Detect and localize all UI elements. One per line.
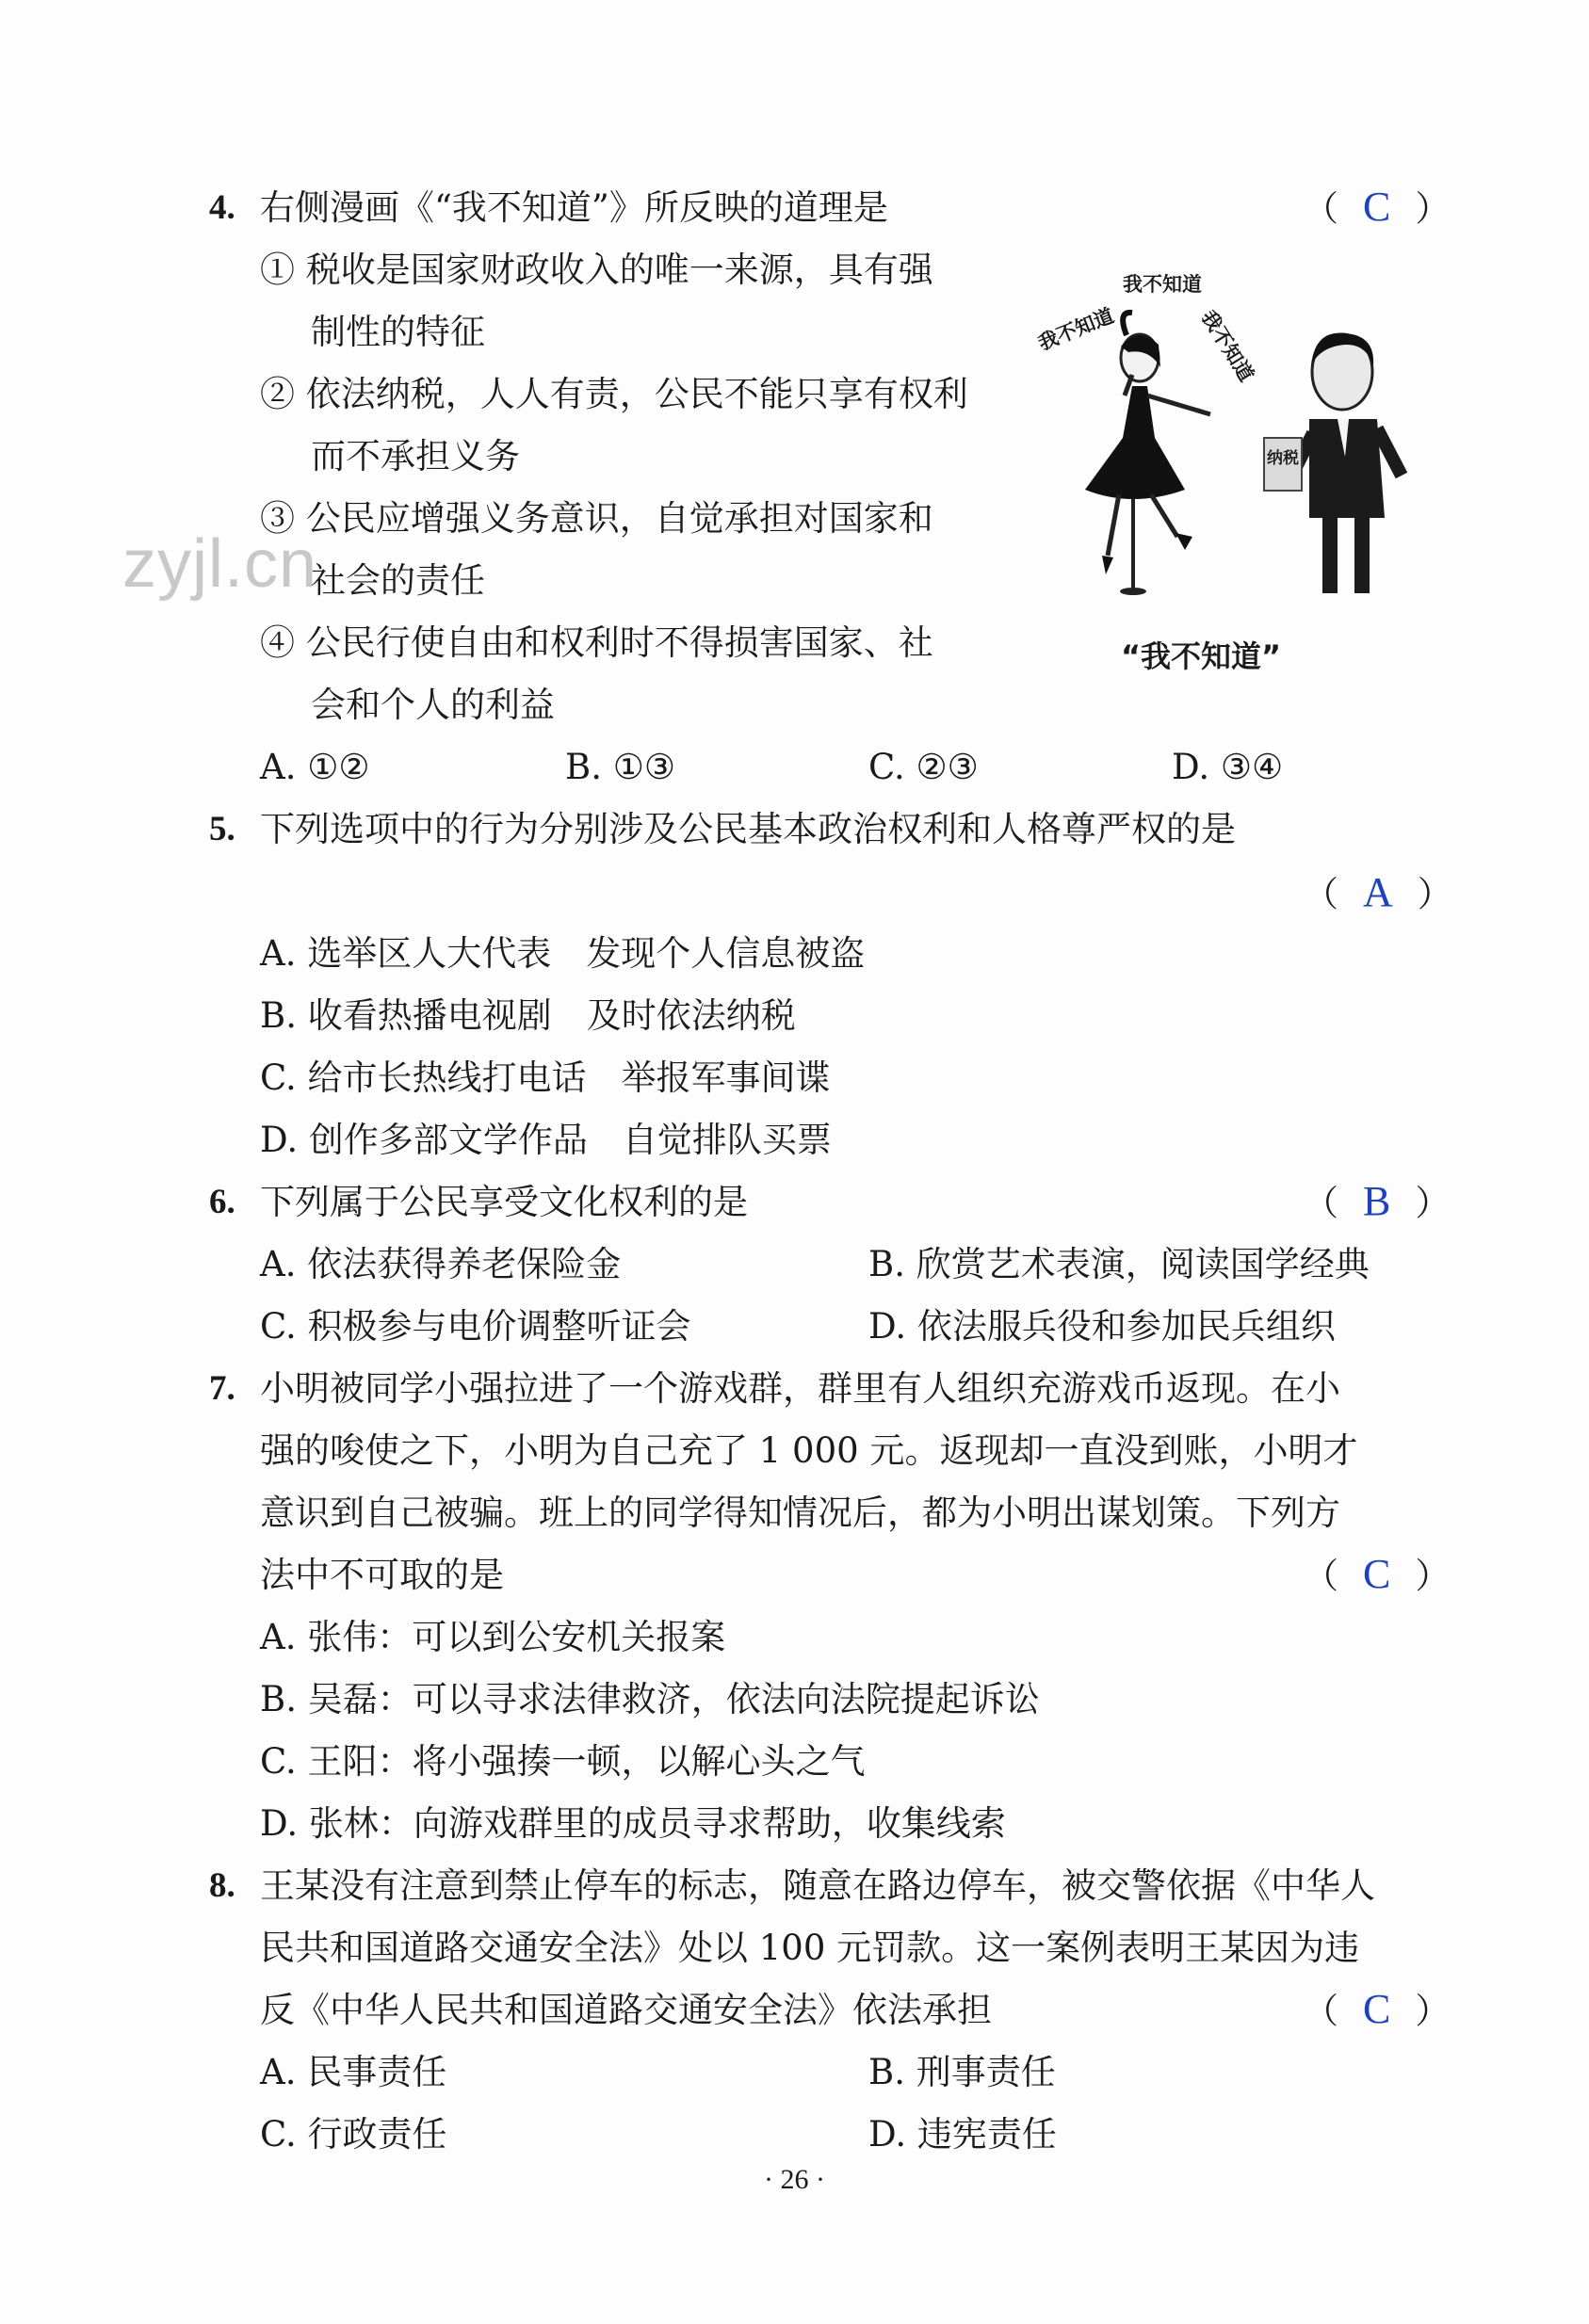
question-6-answer: （ B ） <box>1304 1178 1451 1224</box>
question-4-statement-1-line-2: 制性的特征 <box>311 312 485 352</box>
question-5-option-b: B. 收看热播电视剧 及时依法纳税 <box>260 995 796 1036</box>
question-8-option-d: D. 违宪责任 <box>868 2114 1057 2155</box>
question-6-option-a: A. 依法获得养老保险金 <box>260 1244 622 1284</box>
question-5-option-d: D. 创作多部文学作品 自觉排队买票 <box>260 1120 832 1160</box>
question-5-stem: 下列选项中的行为分别涉及公民基本政治权利和人格尊严权的是 <box>260 809 1236 849</box>
question-4-answer-letter: C <box>1363 184 1391 230</box>
question-4-answer: （ C ） <box>1304 184 1451 230</box>
question-8-option-a: A. 民事责任 <box>260 2052 447 2092</box>
cartoon-illustration <box>1027 254 1422 603</box>
question-8-stem-line-1: 王某没有注意到禁止停车的标志，随意在路边停车，被交警依据《中华人 <box>260 1865 1375 1906</box>
watermark: zyjl.cn <box>122 526 318 602</box>
cartoon-sign-text: 纳税 <box>1267 449 1299 468</box>
question-7-option-b: B. 吴磊：可以寻求法律救济，依法向法院提起诉讼 <box>260 1679 1040 1719</box>
question-4-statement-3-line-1: ③ 公民应增强义务意识，自觉承担对国家和 <box>260 498 933 539</box>
question-6-option-c: C. 积极参与电价调整听证会 <box>260 1306 691 1347</box>
question-8-stem-line-2: 民共和国道路交通安全法》处以 100 元罚款。这一案例表明王某因为违 <box>260 1928 1360 1968</box>
question-7-stem-line-3: 意识到自己被骗。班上的同学得知情况后，都为小明出谋划策。下列方 <box>260 1493 1340 1533</box>
question-8-answer: （ C ） <box>1304 1986 1451 2032</box>
question-8-stem-line-3: 反《中华人民共和国道路交通安全法》依法承担 <box>260 1990 992 2030</box>
question-5-answer-letter: A <box>1363 869 1393 915</box>
question-7-stem-line-1: 小明被同学小强拉进了一个游戏群，群里有人组织充游戏币返现。在小 <box>260 1368 1340 1409</box>
question-5-option-c: C. 给市长热线打电话 举报军事间谍 <box>260 1057 831 1098</box>
question-5-number: 5. <box>209 810 235 848</box>
question-4-stem: 右侧漫画《“我不知道”》所反映的道理是 <box>260 187 888 228</box>
question-4-statement-4-line-1: ④ 公民行使自由和权利时不得损害国家、社 <box>260 622 933 663</box>
question-7-option-c: C. 王阳：将小强揍一顿，以解心头之气 <box>260 1741 866 1782</box>
question-6-option-b: B. 欣赏艺术表演，阅读国学经典 <box>868 1244 1370 1284</box>
question-4-option-b: B. ①③ <box>565 747 676 787</box>
question-4-statement-2-line-2: 而不承担义务 <box>311 436 520 476</box>
question-4-option-d: D. ③④ <box>1172 747 1284 787</box>
question-4-number: 4. <box>209 188 235 227</box>
question-4-option-a: A. ①② <box>260 747 370 787</box>
question-4-statement-1-line-1: ① 税收是国家财政收入的唯一来源，具有强 <box>260 250 933 290</box>
question-5-option-a: A. 选举区人大代表 发现个人信息被盗 <box>260 933 866 974</box>
question-7-option-d: D. 张林：向游戏群里的成员寻求帮助，收集线索 <box>260 1803 1006 1844</box>
question-4-statement-3-line-2: 社会的责任 <box>311 560 485 601</box>
question-8-answer-letter: C <box>1363 1986 1391 2032</box>
question-8-number: 8. <box>209 1866 235 1905</box>
question-7-stem-line-4: 法中不可取的是 <box>260 1555 504 1595</box>
question-4-statement-4-line-2: 会和个人的利益 <box>311 685 555 725</box>
question-8-option-c: C. 行政责任 <box>260 2114 447 2155</box>
cartoon-bubble-3: 我不知道 <box>1196 306 1258 386</box>
question-6-stem: 下列属于公民享受文化权利的是 <box>260 1182 748 1222</box>
cartoon-bubble-2: 我不知道 <box>1034 304 1117 355</box>
question-7-answer-letter: C <box>1363 1551 1391 1597</box>
question-4-statement-2-line-1: ② 依法纳税，人人有责，公民不能只享有权利 <box>260 374 968 414</box>
question-7-stem-line-2: 强的唆使之下，小明为自己充了 1 000 元。返现却一直没到账，小明才 <box>260 1430 1358 1471</box>
question-6-option-d: D. 依法服兵役和参加民兵组织 <box>868 1306 1336 1347</box>
question-4-option-c: C. ②③ <box>868 747 979 787</box>
page-number: · 26 · <box>764 2164 825 2195</box>
question-6-number: 6. <box>209 1183 235 1221</box>
question-7-answer: （ C ） <box>1304 1551 1451 1597</box>
question-7-option-a: A. 张伟：可以到公安机关报案 <box>260 1617 726 1657</box>
cartoon-caption: “我不知道” <box>1121 638 1282 674</box>
question-7-number: 7. <box>209 1369 235 1408</box>
cartoon-bubble-1: 我不知道 <box>1123 273 1202 296</box>
question-6-answer-letter: B <box>1363 1178 1391 1224</box>
question-5-answer: （ A ） <box>1304 869 1452 915</box>
question-8-option-b: B. 刑事责任 <box>868 2052 1056 2092</box>
